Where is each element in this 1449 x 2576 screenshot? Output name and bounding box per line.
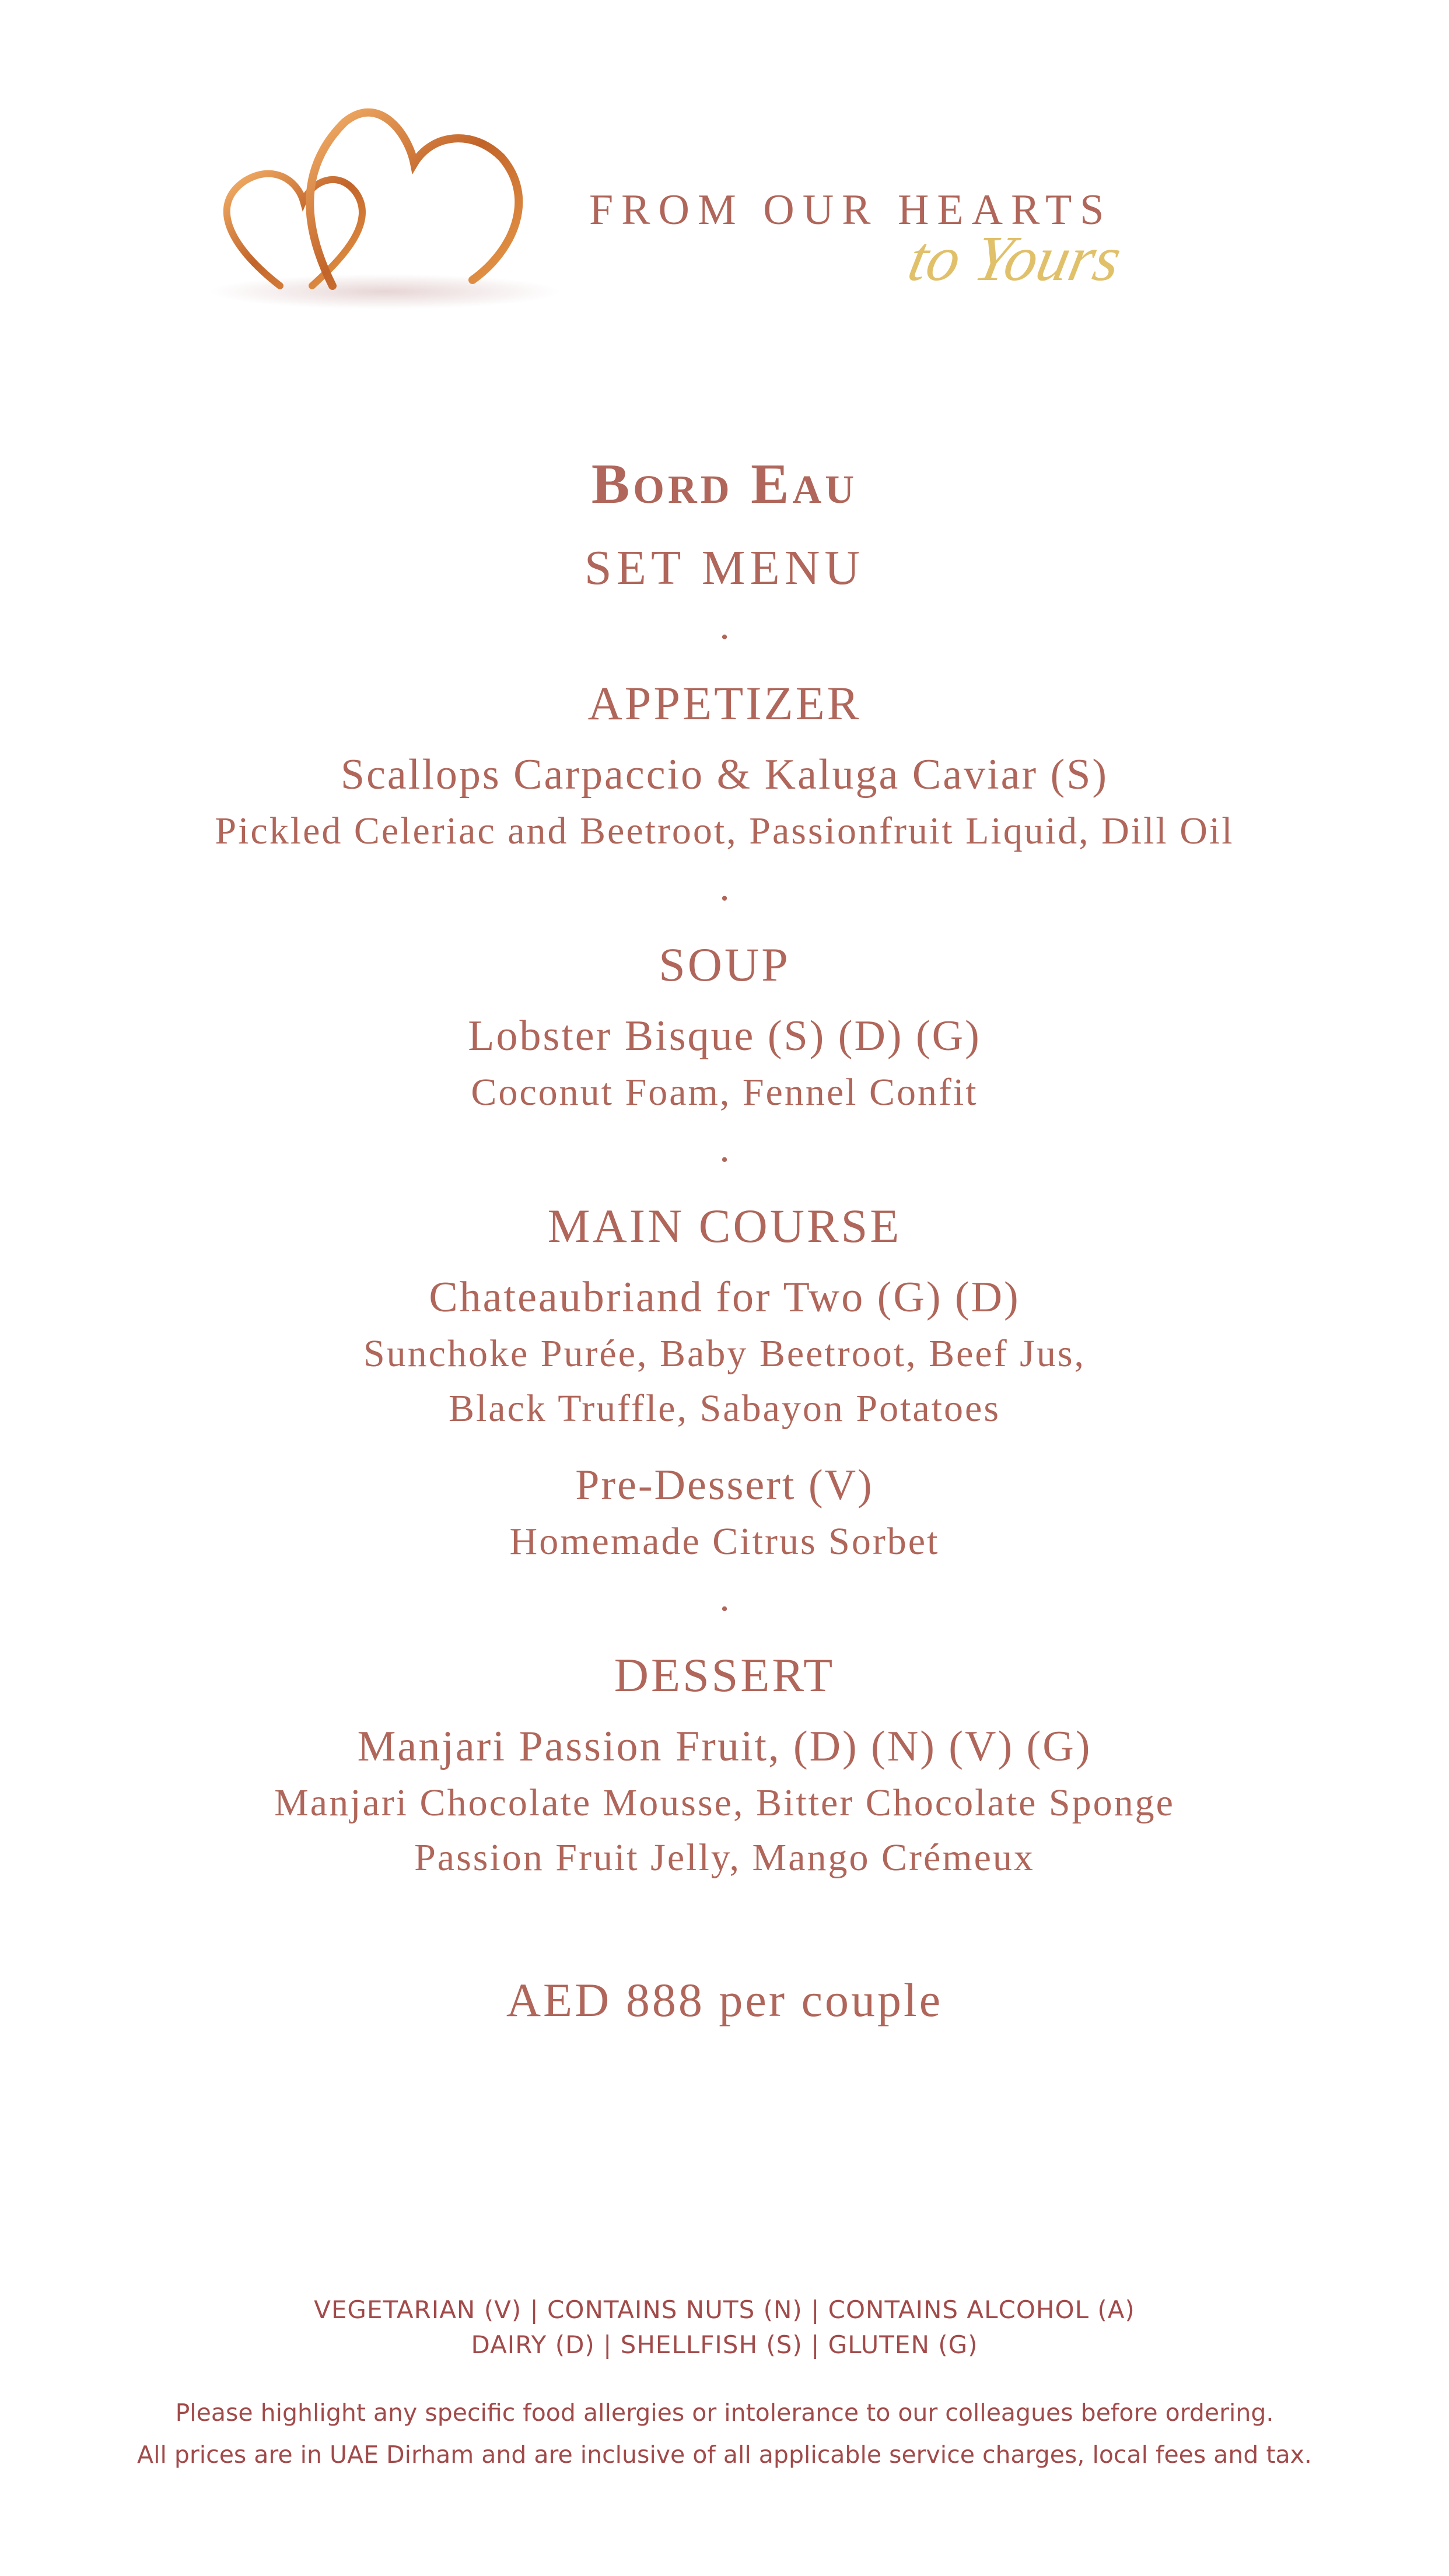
dish-description: Coconut Foam, Fennel Confit xyxy=(471,1071,978,1114)
tagline-main: FROM OUR HEARTS xyxy=(589,186,1112,234)
allergy-note: Please highlight any specific food allergies or intolerance to our colleagues before ordering. xyxy=(175,2399,1274,2427)
dish-name: Scallops Carpaccio & Kaluga Caviar (S) xyxy=(340,751,1109,799)
section-title-soup: SOUP xyxy=(659,938,790,991)
section-title-main-course: MAIN COURSE xyxy=(547,1199,902,1252)
section-divider: · xyxy=(718,876,732,921)
dish-description: Sunchoke Purée, Baby Beetroot, Beef Jus, xyxy=(363,1332,1086,1375)
legend-line: DAIRY (D) | SHELLFISH (S) | GLUTEN (G) xyxy=(471,2330,978,2359)
section-title-dessert: DESSERT xyxy=(614,1648,835,1702)
dietary-legend xyxy=(0,2292,1449,2362)
dish-item xyxy=(0,746,1449,859)
menu-title: Bord Eau xyxy=(591,453,858,516)
tagline-script: to Yours xyxy=(902,223,1128,294)
dish-description: Manjari Chocolate Mousse, Bitter Chocolate Sponge xyxy=(274,1782,1175,1824)
section-divider: · xyxy=(718,1138,732,1182)
dish-item xyxy=(0,1456,1449,1569)
dish-description: Black Truffle, Sabayon Potatoes xyxy=(448,1387,1001,1430)
dish-name: Chateaubriand for Two (G) (D) xyxy=(429,1273,1020,1321)
dish-item xyxy=(0,1717,1449,1885)
menu xyxy=(0,443,1449,2028)
price-note: All prices are in UAE Dirham and are inclusive of all applicable service charges, local fees and tax. xyxy=(137,2441,1312,2469)
menu-subtitle: SET MENU xyxy=(584,541,865,595)
dish-name: Lobster Bisque (S) (D) (G) xyxy=(468,1012,981,1060)
footnotes xyxy=(0,2392,1449,2476)
dish-description: Passion Fruit Jelly, Mango Crémeux xyxy=(414,1836,1035,1879)
dish-item xyxy=(0,1007,1449,1120)
section-title-appetizer: APPETIZER xyxy=(587,677,862,730)
double-heart-icon xyxy=(210,99,630,321)
dish-item xyxy=(0,1268,1449,1436)
price: AED 888 per couple xyxy=(506,1973,943,2027)
dish-name: Pre-Dessert (V) xyxy=(575,1461,874,1509)
section-divider: · xyxy=(718,1587,732,1632)
dish-name: Manjari Passion Fruit, (D) (N) (V) (G) xyxy=(357,1723,1092,1770)
section-divider: · xyxy=(718,615,732,660)
dish-description: Homemade Citrus Sorbet xyxy=(509,1520,940,1563)
dish-description: Pickled Celeriac and Beetroot, Passionfruit Liquid, Dill Oil xyxy=(215,810,1234,852)
header xyxy=(0,0,1449,350)
legend-line: VEGETARIAN (V) | CONTAINS NUTS (N) | CONTAINS ALCOHOL (A) xyxy=(314,2295,1135,2324)
